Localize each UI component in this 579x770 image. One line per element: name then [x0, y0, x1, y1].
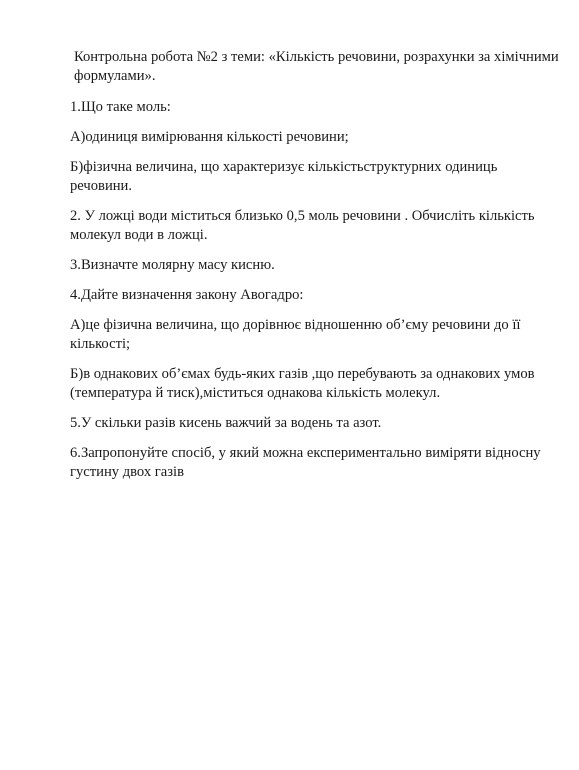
question-4-option-a: А)це фізична величина, що дорівнює відношенню об’єму речовини до її кількості;	[70, 317, 521, 352]
question-4-option-b: Б)в однакових об’ємах будь-яких газів ,що перебувають за однакових умов (температура й тиск),міститься однакова кількість молекул.	[70, 366, 535, 401]
document-body	[70, 48, 560, 493]
question-3: 3.Визначте молярну масу кисню.	[70, 257, 275, 273]
question-1-option-a: А)одиниця вимірювання кількості речовини;	[70, 129, 349, 145]
question-1: 1.Що таке моль:	[70, 99, 171, 115]
question-4: 4.Дайте визначення закону Авогадро:	[70, 287, 304, 303]
question-1-option-b: Б)фізична величина, що характеризує кількістьструктурних одиниць речовини.	[70, 159, 498, 194]
question-6: 6.Запропонуйте спосіб, у який можна експериментально виміряти відносну густину двох газів	[70, 445, 541, 480]
question-5: 5.У скільки разів кисень важчий за водень та азот.	[70, 415, 382, 431]
test-title: Контрольна робота №2 з теми: «Кількість речовини, розрахунки за хімічними формулами».	[74, 49, 559, 84]
question-2: 2. У ложці води міститься близько 0,5 моль речовини . Обчисліть кількість молекул води в ложці.	[70, 208, 535, 243]
